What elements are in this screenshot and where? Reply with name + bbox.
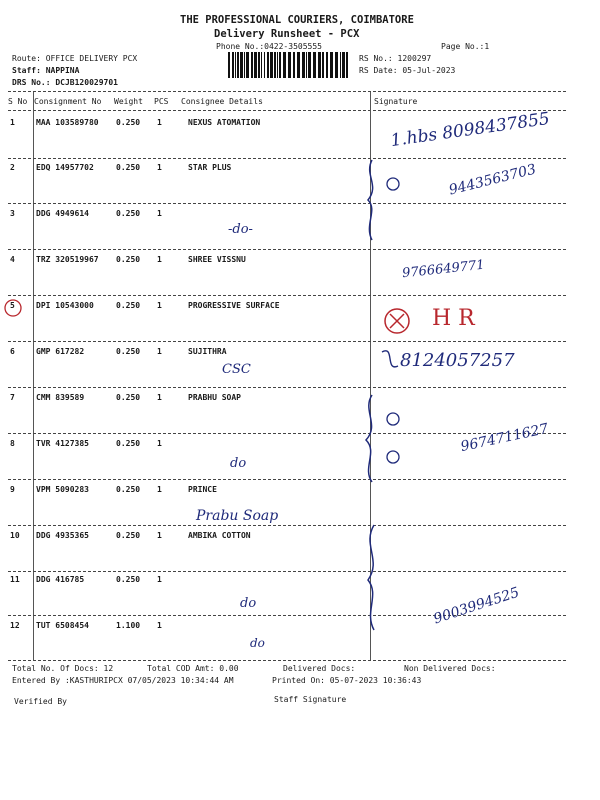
delivered-docs: Delivered Docs: <box>283 664 356 673</box>
row-sno: 10 <box>10 531 20 540</box>
row-pcs: 1 <box>157 439 162 448</box>
rs-number: RS No.: 1200297 <box>359 54 432 63</box>
row-pcs: 1 <box>157 621 162 630</box>
row-consignee: PROGRESSIVE SURFACE <box>188 301 280 310</box>
row-sno: 11 <box>10 575 20 584</box>
page-number: Page No.:1 <box>441 42 490 51</box>
column-header-consignee: Consignee Details <box>181 97 263 106</box>
bracket-stroke <box>368 525 374 630</box>
total-cod: Total COD Amt: 0.00 <box>147 664 239 673</box>
column-header-weight: Weight <box>114 97 143 106</box>
document-title: Delivery Runsheet - PCX <box>214 28 360 40</box>
row-weight: 1.100 <box>116 621 141 630</box>
row-consignee: AMBIKA COTTON <box>188 531 251 540</box>
row-weight: 0.250 <box>116 255 141 264</box>
strike-stroke <box>382 351 398 367</box>
pen-circle <box>387 451 399 463</box>
row-pcs: 1 <box>157 163 162 172</box>
row-sno: 2 <box>10 163 15 172</box>
column-header-signature: Signature <box>374 97 418 106</box>
handwritten-phone: 8124057257 <box>400 350 515 371</box>
total-docs: Total No. Of Docs: 12 <box>12 664 114 673</box>
row-sno: 1 <box>10 118 15 127</box>
row-consignee: PRINCE <box>188 485 217 494</box>
drs-number: DRS No.: DCJB120029701 <box>12 78 118 87</box>
row-pcs: 1 <box>157 393 162 402</box>
handwritten-note: do <box>230 456 247 471</box>
verified-by: Verified By <box>14 697 67 706</box>
row-weight: 0.250 <box>116 301 141 310</box>
row-sno: 5 <box>10 301 15 310</box>
row-weight: 0.250 <box>116 209 141 218</box>
entered-by: Entered By :KASTHURIPCX 07/05/2023 10:34:44 AM <box>12 676 234 685</box>
row-pcs: 1 <box>157 531 162 540</box>
row-sno: 6 <box>10 347 15 356</box>
handwritten-note: Prabu Soap <box>196 508 279 524</box>
row-pcs: 1 <box>157 301 162 310</box>
pen-circle <box>387 413 399 425</box>
staff-signature: Staff Signature <box>274 695 347 704</box>
column-header-consignment: Consignment No <box>34 97 102 106</box>
phone-number: Phone No.:0422-3505555 <box>216 42 322 51</box>
row-weight: 0.250 <box>116 575 141 584</box>
row-weight: 0.250 <box>116 163 141 172</box>
row-consignment: TRZ 320519967 <box>36 255 99 264</box>
row-consignment: CMM 839589 <box>36 393 85 402</box>
row-weight: 0.250 <box>116 531 141 540</box>
row-consignee: STAR PLUS <box>188 163 232 172</box>
column-header-sno: S No <box>8 97 28 106</box>
row-pcs: 1 <box>157 575 162 584</box>
row-5-circle <box>5 300 21 316</box>
column-header-pcs: PCS <box>154 97 169 106</box>
row-pcs: 1 <box>157 485 162 494</box>
handwritten-phone: 9766649771 <box>401 257 486 282</box>
row-consignment: DDG 4949614 <box>36 209 89 218</box>
row-consignment: MAA 103589780 <box>36 118 99 127</box>
row-weight: 0.250 <box>116 347 141 356</box>
row-consignee: NEXUS ATOMATION <box>188 118 261 127</box>
staff: Staff: NAPPINA <box>12 66 80 75</box>
bracket-stroke <box>366 395 372 482</box>
row-sno: 8 <box>10 439 15 448</box>
handwritten-note: do <box>240 596 257 611</box>
row-sno: 12 <box>10 621 20 630</box>
pen-circle <box>387 178 399 190</box>
row-sno: 4 <box>10 255 15 264</box>
row-weight: 0.250 <box>116 393 141 402</box>
row-consignment: VPM 5090283 <box>36 485 89 494</box>
row-pcs: 1 <box>157 118 162 127</box>
row-consignment: EDQ 14957702 <box>36 163 94 172</box>
row-pcs: 1 <box>157 209 162 218</box>
handwritten-phone: 9443563703 <box>447 161 538 199</box>
row-sno: 7 <box>10 393 15 402</box>
company-name: THE PROFESSIONAL COURIERS, COIMBATORE <box>180 14 414 26</box>
handwritten-phone: 9674711627 <box>459 420 550 456</box>
row-sno: 3 <box>10 209 15 218</box>
handwritten-phone: 9003994525 <box>431 584 522 628</box>
handwritten-note: CSC <box>222 362 251 377</box>
row-pcs: 1 <box>157 255 162 264</box>
row-consignee: SUJITHRA <box>188 347 227 356</box>
handwritten-note: do <box>250 636 265 650</box>
row-weight: 0.250 <box>116 485 141 494</box>
row-consignment: TUT 6508454 <box>36 621 89 630</box>
rs-date: RS Date: 05-Jul-2023 <box>359 66 456 75</box>
row-weight: 0.250 <box>116 118 141 127</box>
row-pcs: 1 <box>157 347 162 356</box>
handwritten-mark: H R <box>432 306 475 331</box>
printed-on: Printed On: 05-07-2023 10:36:43 <box>272 676 422 685</box>
handwritten-signature: 1.hbs 8098437855 <box>389 108 551 152</box>
route: Route: OFFICE DELIVERY PCX <box>12 54 138 63</box>
bracket-stroke <box>368 160 373 240</box>
row-consignment: DDG 416785 <box>36 575 85 584</box>
row-consignment: DPI 10543000 <box>36 301 94 310</box>
row-consignee: SHREE VISSNU <box>188 255 246 264</box>
row-consignment: GMP 617282 <box>36 347 85 356</box>
handwritten-note: -do- <box>228 222 253 237</box>
row-consignment: DDG 4935365 <box>36 531 89 540</box>
row-consignee: PRABHU SOAP <box>188 393 241 402</box>
cross-mark <box>390 314 404 328</box>
row-weight: 0.250 <box>116 439 141 448</box>
non-delivered-docs: Non Delivered Docs: <box>404 664 496 673</box>
row-consignment: TVR 4127385 <box>36 439 89 448</box>
row-sno: 9 <box>10 485 15 494</box>
